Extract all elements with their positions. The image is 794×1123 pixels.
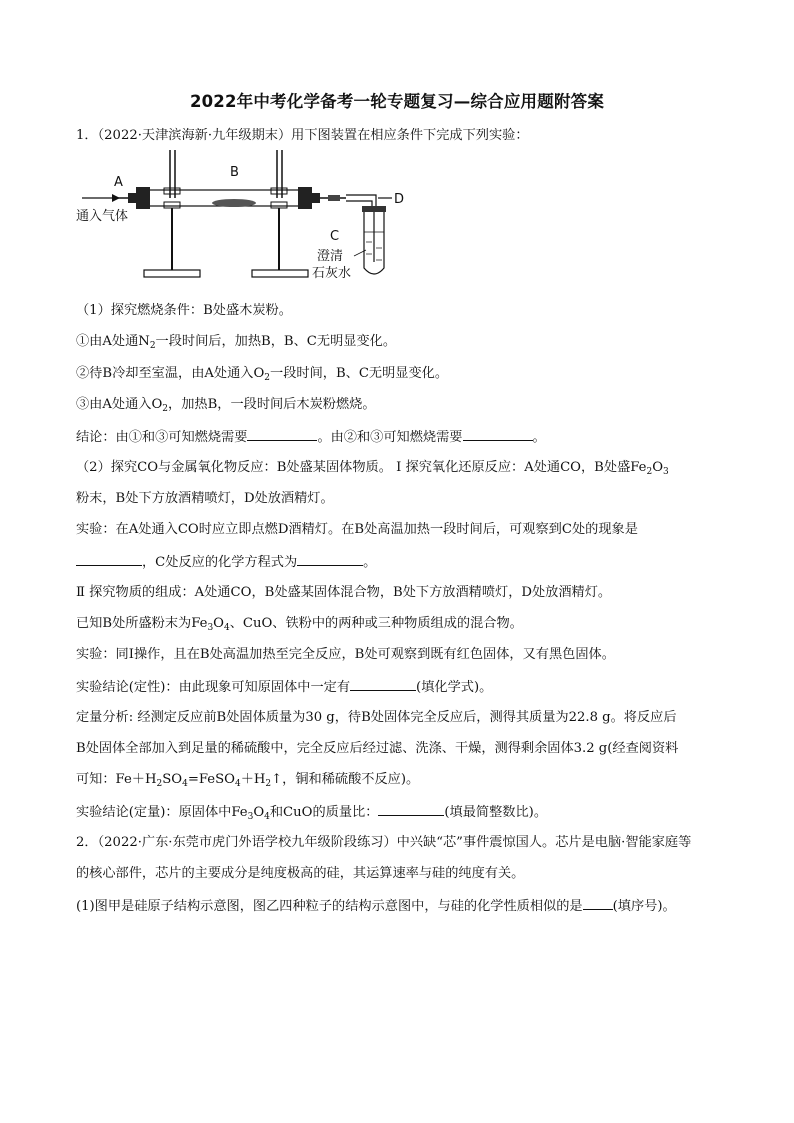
q1-quant-line1: 定量分析: 经测定反应前B处固体质量为30 g，待B处固体完全反应后，测得其质量为22.8 g。将反应后 xyxy=(76,710,677,725)
q2-header-line1: 2．（2022·广东·东莞市虎门外语学校九年级阶段练习）中兴缺“芯”事件震惊国人。芯片是电脑·智能家庭等 xyxy=(76,835,692,850)
label-a: A xyxy=(114,175,123,190)
label-d: D xyxy=(394,192,405,207)
q1-part2-line2: 粉末，B处下方放酒精喷灯，D处放酒精灯。 xyxy=(76,491,334,506)
q1-quant-line3: 可知：$Fe+H_2SO_4=FeSO_4+H_2↑$，铜和稀硫酸不反应)。 xyxy=(76,772,420,789)
q1-exp2: 实验：同Ⅰ操作，且在B处高温加热至完全反应，B处可观察到既有红色固体，又有黑色固体。 xyxy=(76,647,615,662)
apparatus-diagram xyxy=(74,150,414,280)
answer-blank xyxy=(583,896,613,910)
solution-label-line2: 石灰水 xyxy=(312,266,352,280)
answer-blank xyxy=(378,802,444,816)
q1-step1: ①由A处通$N_2$一段时间后，加热B，B、C无明显变化。 xyxy=(76,334,397,351)
label-c: C xyxy=(330,229,340,244)
answer-blank xyxy=(247,427,317,441)
answer-blank xyxy=(76,552,142,566)
q1-exp1-line1: 实验：在A处通入CO时应立即点燃D酒精灯。在B处高温加热一段时间后，可观察到C处的现象是 xyxy=(76,522,638,537)
q1-quant-conclusion: 实验结论(定量)：原固体中$Fe_3O_4$和CuO的质量比： (填最简整数比)。 xyxy=(76,802,547,822)
answer-blank xyxy=(297,552,363,566)
q2-header-line2: 的核心部件，芯片的主要成分是纯度极高的硅，其运算速率与硅的纯度有关。 xyxy=(76,866,525,881)
document-title: 2022年中考化学备考一轮专题复习—综合应用题附答案 xyxy=(189,92,605,111)
q1-exp1-line2: ，C处反应的化学方程式为 。 xyxy=(76,552,376,572)
inlet-label: 通入气体 xyxy=(76,209,129,224)
solution-label-line1: 澄清 xyxy=(317,249,344,264)
q1-part2ii: Ⅱ 探究物质的组成：A处通CO，B处盛某固体混合物，B处下方放酒精喷灯，D处放酒精灯。 xyxy=(76,585,612,600)
q1-header: 1．（2022·天津滨海新·九年级期末）用下图装置在相应条件下完成下列实验： xyxy=(76,128,529,143)
q1-conclusion: 结论：由①和③可知燃烧需要 。由②和③可知燃烧需要 。 xyxy=(76,427,546,447)
answer-blank xyxy=(350,677,416,691)
q1-step3: ③由A处通入$O_2$，加热B，一段时间后木炭粉燃烧。 xyxy=(76,397,376,414)
q1-step2: ②待B冷却至室温，由A处通入$O_2$一段时间，B、C无明显变化。 xyxy=(76,366,449,383)
q1-qualitative: 实验结论(定性)：由此现象可知原固体中一定有 (填化学式)。 xyxy=(76,677,492,697)
q1-part2-line1: （2）探究CO与金属氧化物反应：B处盛某固体物质。 Ⅰ 探究氧化还原反应：A处通CO，B处盛$Fe_2O_3$ xyxy=(76,460,669,477)
q2-sub1: (1)图甲是硅原子结构示意图，图乙四种粒子的结构示意图中，与硅的化学性质相似的是 (填序号)。 xyxy=(76,896,676,916)
q1-known: 已知B处所盛粉末为$Fe_3O_4$、CuO、铁粉中的两种或三种物质组成的混合物。 xyxy=(76,616,523,633)
label-b: B xyxy=(230,165,239,180)
q1-quant-line2: B处固体全部加入到足量的稀硫酸中，完全反应后经过滤、洗涤、干燥，测得剩余固体3.2 g(经查阅资料 xyxy=(76,741,679,756)
q1-part1-title: （1）探究燃烧条件：B处盛木炭粉。 xyxy=(76,303,292,318)
answer-blank xyxy=(463,427,533,441)
